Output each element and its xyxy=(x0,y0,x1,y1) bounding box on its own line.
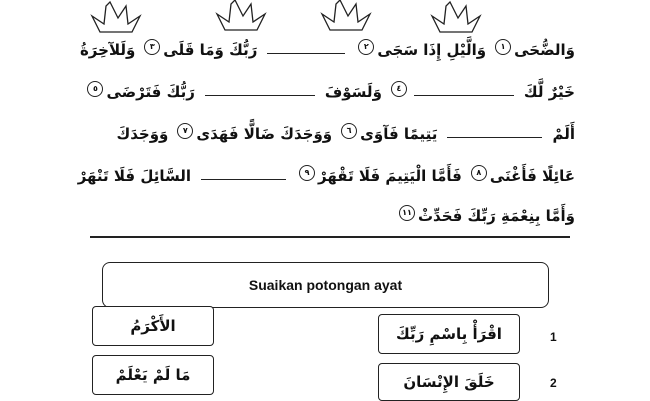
section-divider xyxy=(90,236,570,238)
verse-text: وَلَسَوْفَ xyxy=(324,83,382,101)
star-icon xyxy=(432,2,480,32)
verse-text: وَلَلآخِرَةُ xyxy=(79,41,136,59)
fill-in-blank[interactable] xyxy=(414,95,514,96)
fill-in-blank[interactable] xyxy=(201,179,286,180)
verse-text: يَتِيمًا فَآوَى xyxy=(360,125,438,143)
question-box xyxy=(378,363,520,401)
verse-number-marker: ٨ xyxy=(471,165,487,181)
fill-in-blank[interactable] xyxy=(205,95,315,96)
verse-number-marker: ٩ xyxy=(299,165,315,181)
verse-text: وَوَجَدَكَ ضَالًّا فَهَدَى xyxy=(196,125,333,143)
question-text: خَلَقَ الإِنْسَانَ xyxy=(403,373,495,391)
verse-text: السَّائِلَ فَلَا تَنْهَرْ xyxy=(77,167,192,185)
verse-text: وَأَمَّا بِنِعْمَةِ رَبِّكَ فَحَدِّثْ xyxy=(417,207,575,225)
matching-title-box xyxy=(102,262,549,308)
verse-number-marker: ٧ xyxy=(177,123,193,139)
star-icon xyxy=(322,0,370,30)
verse-text: فَأَمَّا الْيَتِيمَ فَلَا تَقْهَرْ xyxy=(318,167,462,185)
answer-box[interactable] xyxy=(92,306,214,346)
verse-number-marker: ٥ xyxy=(87,81,103,97)
verse-text: رَبُّكَ فَتَرْضَى xyxy=(106,83,195,101)
star-icon xyxy=(217,0,265,30)
verse-text: عَائِلًا فَأَغْنَى xyxy=(489,167,575,185)
verse-number-marker: ٤ xyxy=(391,81,407,97)
verse-line-5 xyxy=(75,199,575,225)
verse-number-marker: ٢ xyxy=(358,39,374,55)
verse-number-marker: ١١ xyxy=(399,205,415,221)
verse-line-2 xyxy=(75,75,575,101)
fill-in-blank[interactable] xyxy=(267,53,345,54)
verse-line-3 xyxy=(75,117,575,143)
verse-text: وَالَّيْلِ إِذَا سَجَى xyxy=(377,41,487,59)
question-number: 1 xyxy=(550,330,557,344)
verse-line-4 xyxy=(75,159,575,185)
fill-in-blank[interactable] xyxy=(447,137,542,138)
verse-number-marker: ٣ xyxy=(144,39,160,55)
verse-line-1 xyxy=(75,33,575,59)
verse-text: وَوَجَدَكَ xyxy=(116,125,169,143)
matching-title: Suaikan potongan ayat xyxy=(248,277,403,293)
answer-text: مَا لَمْ يَعْلَمْ xyxy=(115,366,191,384)
question-text: اقْرَأْ بِاسْمِ رَبِّكَ xyxy=(396,325,502,343)
answer-text: الأَكْرَمُ xyxy=(130,317,176,335)
question-number: 2 xyxy=(550,376,557,390)
verse-text: رَبُّكَ وَمَا قَلَى xyxy=(163,41,258,59)
verse-text: خَيْرٌ لَّكَ xyxy=(523,83,575,101)
answer-box[interactable] xyxy=(92,355,214,395)
question-box xyxy=(378,314,520,354)
verse-number-marker: ١ xyxy=(495,39,511,55)
verse-number-marker: ٦ xyxy=(341,123,357,139)
verse-text: وَالضُّحَى xyxy=(514,41,575,59)
star-icon xyxy=(92,2,140,32)
verse-text: أَلَمْ xyxy=(552,125,575,143)
